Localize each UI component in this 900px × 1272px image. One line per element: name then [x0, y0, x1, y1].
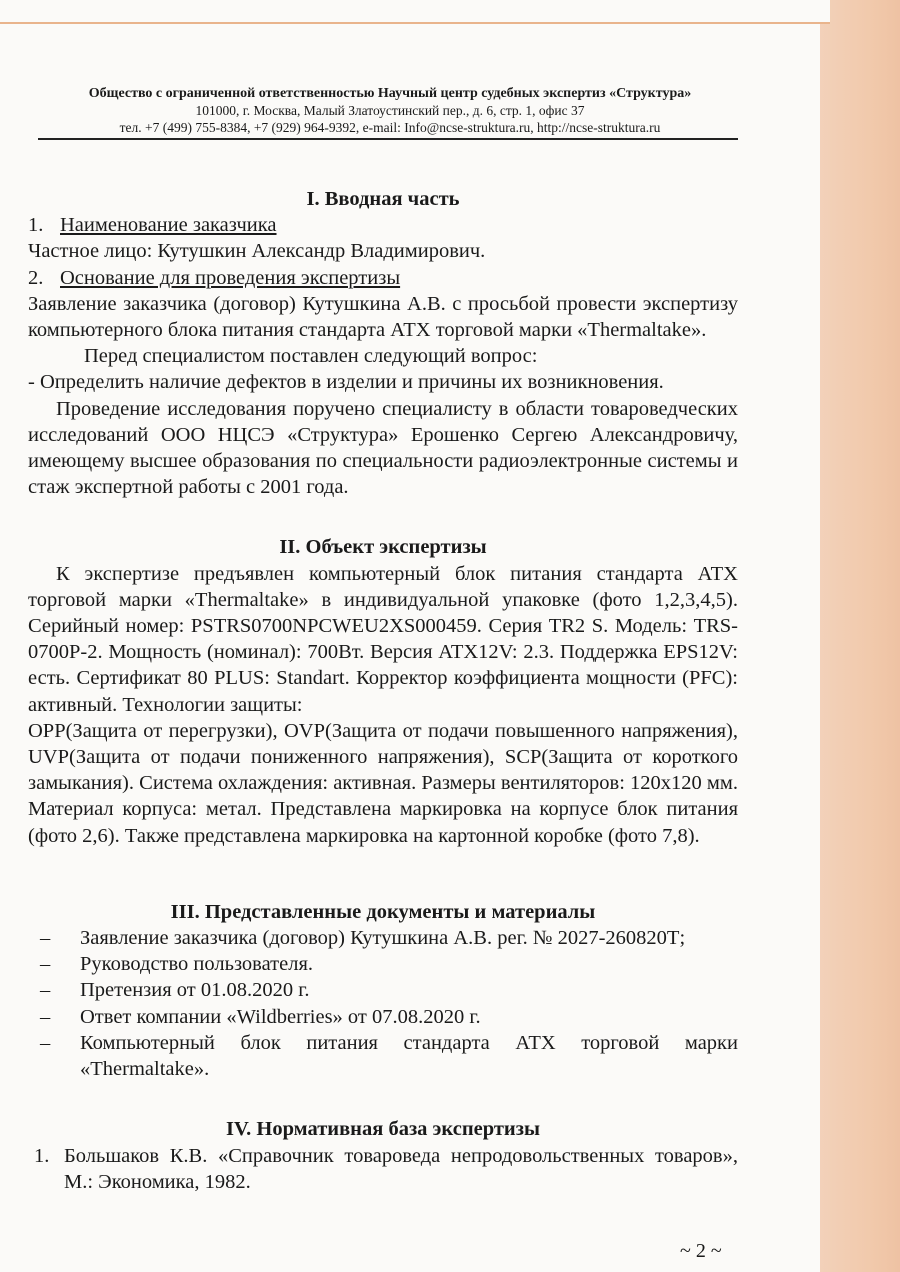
list-item: – Заявление заказчика (договор) Кутушкина А.В. рег. № 2027-260820Т;	[40, 927, 686, 950]
list-item: – Претензия от 01.08.2020 г.	[40, 979, 310, 1002]
basis-heading-number: 2.	[28, 266, 44, 289]
section-4-title: IV. Нормативная база экспертизы	[226, 1118, 540, 1141]
folder-edge	[808, 0, 900, 1272]
organization-contacts: тел. +7 (499) 755-8384, +7 (929) 964-9392, e-mail: Info@ncse-struktura.ru, http://ncse-struktura.ru	[119, 120, 661, 135]
customer-heading-number: 1.	[28, 214, 44, 237]
section-2-title: II. Объект экспертизы	[279, 536, 487, 559]
question-text: - Определить наличие дефектов в изделии и причины их возникновения.	[28, 371, 664, 394]
specialist-text: Проведение исследования поручено специалисту в области товароведческих исследований ООО НЦСЭ «Структура» Ерошенко Сергею Александровичу, имеющему высшее образования по специальности радиоэлектронные системы и стаж экспертной работы с 2001 года.	[28, 397, 738, 499]
organization-name: Общество с ограниченной ответственностью Научный центр судебных экспертиз «Структура»	[88, 86, 692, 101]
customer-heading-label: Наименование заказчика	[60, 214, 277, 237]
customer-text: Частное лицо: Кутушкин Александр Владимирович.	[28, 240, 486, 263]
customer-heading	[28, 212, 738, 238]
letterhead	[30, 85, 750, 136]
document-body	[28, 186, 738, 1195]
organization-address: 101000, г. Москва, Малый Златоустинский пер., д. 6, стр. 1, офис 37	[195, 103, 585, 118]
basis-text: Заявление заказчика (договор) Кутушкина А.В. с просьбой провести экспертизу компьютерного блока питания стандарта АТХ торговой марки «Thermaltake».	[28, 292, 738, 342]
section-1-title: I. Вводная часть	[306, 188, 460, 210]
question-intro: Перед специалистом поставлен следующий вопрос:	[84, 345, 538, 368]
normative-item-1-text: Большаков К.В. «Справочник товароведа непродовольственных товаров», М.: Экономика, 1982.	[64, 1144, 738, 1193]
normative-item-1	[28, 1143, 738, 1195]
object-protection-text: OPP(Защита от перегрузки), OVP(Защита от подачи повышенного напряжения), UVP(Защита от подачи пониженного напряжения), SCP(Защита от короткого замыкания). Система охлаждения: активная. Размеры вентиляторов: 120x120 мм. Материал корпуса: метал. Представлена маркировка на корпусе блок питания (фото 2,6). Также представлена маркировка на картонной коробке (фото 7,8).	[28, 719, 738, 847]
list-item: – Руководство пользователя.	[40, 953, 313, 976]
list-item: – Компьютерный блок питания стандарта АТХ торговой марки «Thermaltake».	[40, 1031, 738, 1081]
basis-heading-label: Основание для проведения экспертизы	[60, 266, 401, 289]
page-number: ~ 2 ~	[680, 1240, 722, 1262]
section-3-title: III. Представленные документы и материалы	[170, 900, 596, 923]
documents-list	[28, 925, 738, 1082]
normative-item-1-number: 1.	[34, 1144, 50, 1167]
basis-heading	[28, 265, 738, 291]
folder-top-edge	[0, 0, 830, 24]
letterhead-divider	[38, 138, 738, 140]
list-item: – Ответ компании «Wildberries» от 07.08.2020 г.	[40, 1005, 481, 1028]
object-description: К экспертизе предъявлен компьютерный блок питания стандарта АТХ торговой марки «Thermaltake» в индивидуальной упаковке (фото 1,2,3,4,5). Серийный номер: PSTRS0700NPCWEU2XS000459. Серия TR2 S. Модель: TRS-0700P-2. Мощность (номинал): 700Вт. Версия ATX12V: 2.3. Поддержка EPS12V: есть. Сертификат 80 PLUS: Standart. Корректор коэффициента мощности (PFC): активный. Технологии защиты:	[28, 562, 738, 716]
